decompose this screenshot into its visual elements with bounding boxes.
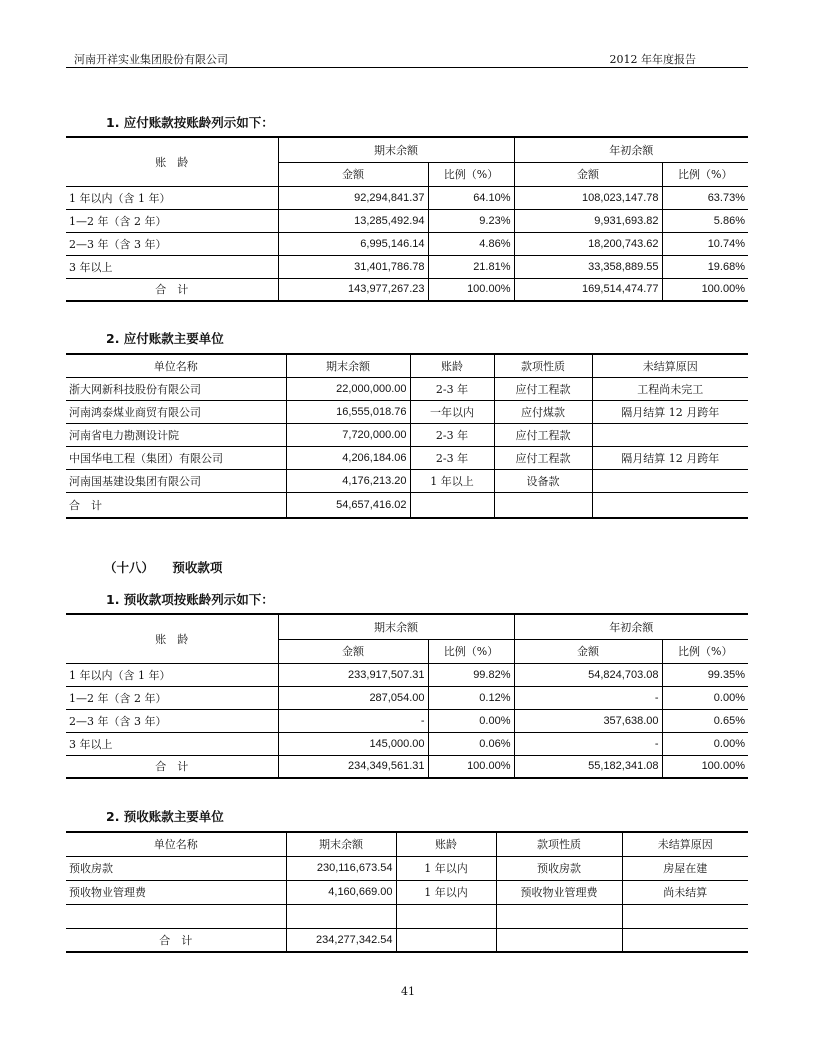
cell: 1 年以上 — [410, 469, 494, 492]
cell: 河南国基建设集团有限公司 — [66, 469, 286, 492]
amount-header: 金额 — [278, 162, 428, 186]
cell: 房屋在建 — [622, 856, 748, 880]
row-label: 2—3 年（含 3 年） — [66, 232, 278, 255]
cell: 预收物业管理费 — [66, 880, 286, 904]
cell: 2-3 年 — [410, 423, 494, 446]
cell: 63.73% — [662, 186, 748, 209]
begin-balance-header: 年初余额 — [514, 137, 748, 162]
ratio-header: 比例（%） — [662, 162, 748, 186]
page-header — [66, 50, 748, 68]
section-title-payables-units: 2. 应付账款主要单位 — [106, 331, 224, 346]
end-balance-header: 期末余额 — [286, 354, 410, 377]
cell: 108,023,147.78 — [514, 186, 662, 209]
cell: 尚未结算 — [622, 880, 748, 904]
table-row — [66, 377, 748, 400]
cell — [592, 469, 748, 492]
cell: 234,277,342.54 — [286, 928, 396, 952]
cell: 4,160,669.00 — [286, 880, 396, 904]
cell: 4,176,213.20 — [286, 469, 410, 492]
company-name: 河南开祥实业集团股份有限公司 — [74, 53, 228, 66]
total-label: 合 计 — [66, 755, 278, 778]
table-row — [66, 232, 748, 255]
cell: 357,638.00 — [514, 709, 662, 732]
cell: 99.35% — [662, 663, 748, 686]
total-label: 合 计 — [66, 278, 278, 301]
cell: 21.81% — [428, 255, 514, 278]
section-heading-18 — [104, 558, 222, 576]
section-number: （十八） — [104, 560, 155, 575]
payables-units-table — [66, 353, 748, 519]
cell: 应付工程款 — [494, 446, 592, 469]
table-row — [66, 880, 748, 904]
cell — [410, 492, 494, 518]
cell: 工程尚未完工 — [592, 377, 748, 400]
cell: 6,995,146.14 — [278, 232, 428, 255]
section-title-payables-aging: 1. 应付账款按账龄列示如下： — [106, 115, 274, 130]
cell: 92,294,841.37 — [278, 186, 428, 209]
cell: 33,358,889.55 — [514, 255, 662, 278]
cell: 应付煤款 — [494, 400, 592, 423]
age-header: 账 龄 — [66, 137, 278, 186]
table-row — [66, 209, 748, 232]
table-row — [66, 186, 748, 209]
cell: 设备款 — [494, 469, 592, 492]
total-row — [66, 278, 748, 301]
cell: 隔月结算 12 月跨年 — [592, 400, 748, 423]
cell: - — [278, 709, 428, 732]
end-balance-header: 期末余额 — [278, 614, 514, 639]
cell — [592, 423, 748, 446]
row-label: 2—3 年（含 3 年） — [66, 709, 278, 732]
cell: 0.00% — [662, 686, 748, 709]
cell: 64.10% — [428, 186, 514, 209]
section-title-advance-aging: 1. 预收款项按账龄列示如下： — [106, 592, 274, 607]
end-balance-header: 期末余额 — [278, 137, 514, 162]
cell — [396, 904, 496, 928]
cell: 9.23% — [428, 209, 514, 232]
section-title-advance-units: 2. 预收账款主要单位 — [106, 809, 224, 824]
cell: 7,720,000.00 — [286, 423, 410, 446]
cell: 应付工程款 — [494, 423, 592, 446]
total-label: 合 计 — [66, 928, 286, 952]
cell — [622, 904, 748, 928]
cell: 18,200,743.62 — [514, 232, 662, 255]
advance-units-table — [66, 831, 748, 953]
cell: 145,000.00 — [278, 732, 428, 755]
cell: - — [514, 732, 662, 755]
cell: 143,977,267.23 — [278, 278, 428, 301]
cell: 2-3 年 — [410, 377, 494, 400]
table-row — [66, 255, 748, 278]
cell — [496, 904, 622, 928]
cell: 4,206,184.06 — [286, 446, 410, 469]
cell: 13,285,492.94 — [278, 209, 428, 232]
cell: 100.00% — [428, 278, 514, 301]
row-label: 1—2 年（含 2 年） — [66, 209, 278, 232]
total-row — [66, 928, 748, 952]
row-label: 3 年以上 — [66, 732, 278, 755]
cell: 0.65% — [662, 709, 748, 732]
row-label: 1 年以内（含 1 年） — [66, 663, 278, 686]
cell: 预收房款 — [496, 856, 622, 880]
cell: 31,401,786.78 — [278, 255, 428, 278]
row-label: 1 年以内（含 1 年） — [66, 186, 278, 209]
total-row — [66, 492, 748, 518]
cell: 9,931,693.82 — [514, 209, 662, 232]
cell: 16,555,018.76 — [286, 400, 410, 423]
cell: 22,000,000.00 — [286, 377, 410, 400]
reason-header: 未结算原因 — [622, 832, 748, 856]
amount-header: 金额 — [278, 639, 428, 663]
page-number: 41 — [401, 985, 415, 998]
amount-header: 金额 — [514, 162, 662, 186]
unit-name-header: 单位名称 — [66, 832, 286, 856]
cell — [622, 928, 748, 952]
cell: 169,514,474.77 — [514, 278, 662, 301]
table-row — [66, 709, 748, 732]
cell: 1 年以内 — [396, 856, 496, 880]
cell: 55,182,341.08 — [514, 755, 662, 778]
age-header: 账龄 — [396, 832, 496, 856]
cell: 0.06% — [428, 732, 514, 755]
cell — [496, 928, 622, 952]
cell: 2-3 年 — [410, 446, 494, 469]
total-label: 合 计 — [66, 492, 286, 518]
cell: 中国华电工程（集团）有限公司 — [66, 446, 286, 469]
cell: 287,054.00 — [278, 686, 428, 709]
cell: 浙大网新科技股份有限公司 — [66, 377, 286, 400]
table-row — [66, 686, 748, 709]
amount-header: 金额 — [514, 639, 662, 663]
end-balance-header: 期末余额 — [286, 832, 396, 856]
table-row — [66, 469, 748, 492]
cell: - — [514, 686, 662, 709]
total-row — [66, 755, 748, 778]
cell: 99.82% — [428, 663, 514, 686]
cell: 4.86% — [428, 232, 514, 255]
cell: 预收房款 — [66, 856, 286, 880]
cell: 230,116,673.54 — [286, 856, 396, 880]
report-title: 2012 年年度报告 — [609, 53, 696, 66]
cell — [286, 904, 396, 928]
unit-name-header: 单位名称 — [66, 354, 286, 377]
nature-header: 款项性质 — [494, 354, 592, 377]
cell: 100.00% — [662, 278, 748, 301]
cell — [494, 492, 592, 518]
cell: 预收物业管理费 — [496, 880, 622, 904]
cell — [396, 928, 496, 952]
table-row — [66, 663, 748, 686]
payables-aging-table — [66, 136, 748, 302]
section-name: 预收款项 — [172, 560, 223, 575]
ratio-header: 比例（%） — [428, 639, 514, 663]
cell: 234,349,561.31 — [278, 755, 428, 778]
cell: 1 年以内 — [396, 880, 496, 904]
advance-aging-table — [66, 613, 748, 779]
cell: 100.00% — [428, 755, 514, 778]
table-row — [66, 423, 748, 446]
age-header: 账龄 — [410, 354, 494, 377]
cell — [592, 492, 748, 518]
cell: 0.00% — [428, 709, 514, 732]
cell: 54,824,703.08 — [514, 663, 662, 686]
row-label: 1—2 年（含 2 年） — [66, 686, 278, 709]
cell: 100.00% — [662, 755, 748, 778]
cell: 19.68% — [662, 255, 748, 278]
nature-header: 款项性质 — [496, 832, 622, 856]
ratio-header: 比例（%） — [662, 639, 748, 663]
cell: 0.12% — [428, 686, 514, 709]
cell — [66, 904, 286, 928]
table-row — [66, 904, 748, 928]
ratio-header: 比例（%） — [428, 162, 514, 186]
row-label: 3 年以上 — [66, 255, 278, 278]
cell: 河南鸿泰煤业商贸有限公司 — [66, 400, 286, 423]
cell: 隔月结算 12 月跨年 — [592, 446, 748, 469]
begin-balance-header: 年初余额 — [514, 614, 748, 639]
age-header: 账 龄 — [66, 614, 278, 663]
cell: 应付工程款 — [494, 377, 592, 400]
cell: 一年以内 — [410, 400, 494, 423]
cell: 54,657,416.02 — [286, 492, 410, 518]
table-row — [66, 856, 748, 880]
cell: 5.86% — [662, 209, 748, 232]
table-row — [66, 446, 748, 469]
cell: 0.00% — [662, 732, 748, 755]
table-row — [66, 732, 748, 755]
cell: 10.74% — [662, 232, 748, 255]
cell: 233,917,507.31 — [278, 663, 428, 686]
reason-header: 未结算原因 — [592, 354, 748, 377]
cell: 河南省电力勘测设计院 — [66, 423, 286, 446]
table-row — [66, 400, 748, 423]
